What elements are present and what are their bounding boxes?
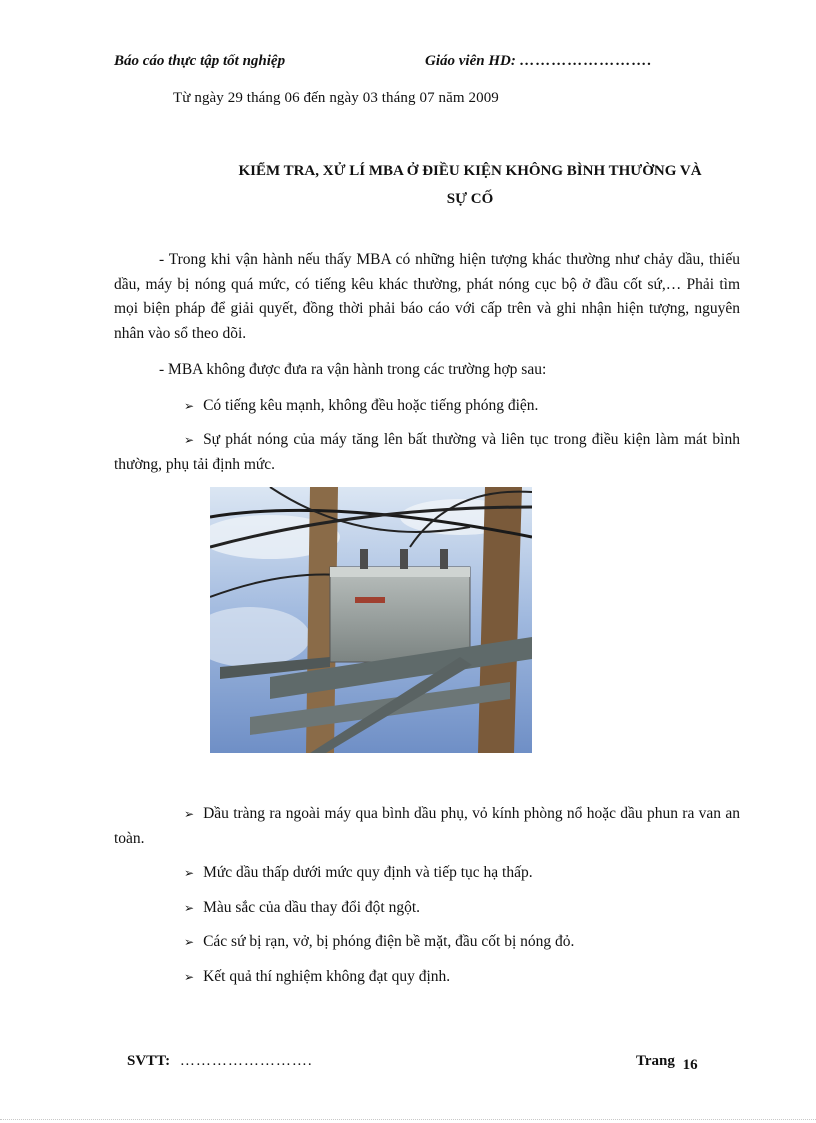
bullet-item <box>114 428 740 477</box>
student-dots: ……………………. <box>179 1053 313 1069</box>
section-title-line2: SỰ CỐ <box>446 191 494 207</box>
bullet-text: Các sứ bị rạn, vở, bị phóng điện bề mặt, đầu cốt bị nóng đỏ. <box>203 933 575 950</box>
section-title <box>150 157 790 213</box>
bullet-item <box>114 896 740 921</box>
bullet-text: Mức dầu thấp dưới mức quy định và tiếp tục hạ thấp. <box>203 864 533 881</box>
paragraph-intro: - Trong khi vận hành nếu thấy MBA có những hiện tượng khác thường như chảy dầu, thiếu dầu, máy bị nóng quá mức, có tiếng kêu khác thường, phát nóng cục bộ ở đầu cốt sứ,… Phải tìm mọi biện pháp để giải quyết, đồng thời phải báo cáo với cấp trên và ghi nhận hiện tượng, nguyên nhân vào sổ theo dõi. <box>114 251 740 342</box>
paragraph-conditions: - MBA không được đưa ra vận hành trong các trường hợp sau: <box>159 361 547 378</box>
arrow-bullet-icon: ➢ <box>184 901 195 915</box>
bullet-text: Sự phát nóng của máy tăng lên bất thường và liên tục trong điều kiện làm mát bình thường, phụ tải định mức. <box>114 431 740 473</box>
bullet-text: Dầu tràng ra ngoài máy qua bình dầu phụ, vỏ kính phòng nổ hoặc dầu phun ra van an toàn. <box>114 805 740 847</box>
bullet-text: Có tiếng kêu mạnh, không đều hoặc tiếng phóng điện. <box>203 397 539 414</box>
arrow-bullet-icon: ➢ <box>184 433 195 447</box>
student-label: SVTT: <box>127 1053 171 1069</box>
bullet-item <box>114 930 740 955</box>
page-label: Trang <box>636 1053 675 1069</box>
page-number-value: 16 <box>682 1057 698 1073</box>
arrow-bullet-icon: ➢ <box>184 970 195 984</box>
arrow-bullet-icon: ➢ <box>184 399 195 413</box>
date-range: Từ ngày 29 tháng 06 đến ngày 03 tháng 07 năm 2009 <box>173 90 499 106</box>
bullet-item <box>114 965 740 990</box>
transformer-photo-svg <box>210 487 532 753</box>
transformer-photo <box>210 487 532 753</box>
page-divider <box>0 1119 816 1120</box>
page-number <box>636 1053 698 1073</box>
advisor-header <box>425 53 652 70</box>
arrow-bullet-icon: ➢ <box>184 866 195 880</box>
advisor-label: Giáo viên HD: <box>425 53 516 69</box>
arrow-bullet-icon: ➢ <box>184 807 195 821</box>
student-footer <box>127 1053 313 1070</box>
section-title-line1: KIỂM TRA, XỬ LÍ MBA Ở ĐIỀU KIỆN KHÔNG BÌNH THƯỜNG VÀ <box>238 163 702 179</box>
report-title-header: Báo cáo thực tập tốt nghiệp <box>114 53 286 69</box>
bullet-text: Màu sắc của dầu thay đổi đột ngột. <box>203 899 421 916</box>
bullet-text: Kết quả thí nghiệm không đạt quy định. <box>203 968 451 985</box>
advisor-dots: ……………………. <box>519 53 653 69</box>
bullet-item <box>114 802 740 851</box>
bullet-item <box>114 861 740 886</box>
arrow-bullet-icon: ➢ <box>184 935 195 949</box>
bullet-item <box>114 394 740 419</box>
